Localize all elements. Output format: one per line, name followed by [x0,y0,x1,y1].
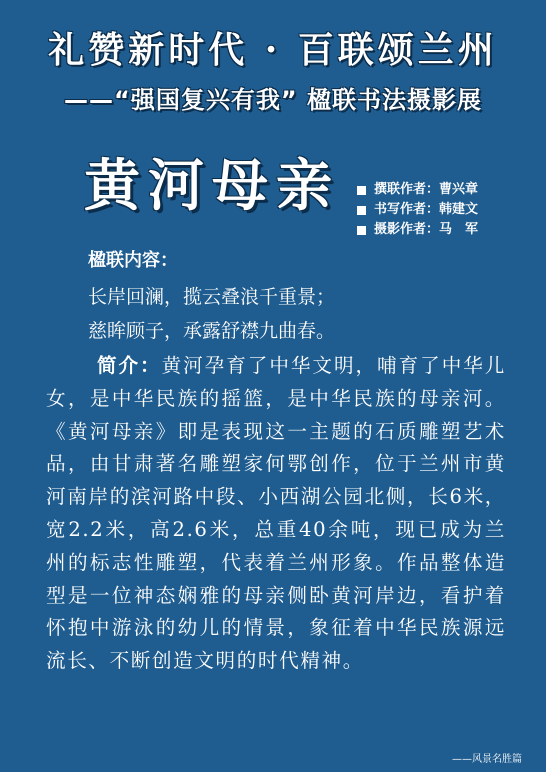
credit-value: 韩建文 [439,202,479,217]
credit-value: 马 军 [439,222,479,237]
credit-row-couplet-author [357,180,543,200]
credit-row-calligrapher [357,200,543,220]
category-footer: ——风景名胜篇 [452,754,522,765]
introduction-text: 黄河孕育了中华文明，哺育了中华儿女，是中华民族的摇篮，是中华民族的母亲河。《黄河母亲》即是表现这一主题的石质雕塑艺术品，由甘肃著名雕塑家何鄂创作，位于兰州市黄河南岸的滨河路中段、小西湖公园北侧，长6米，宽2.2米，高2.6米，总重40余吨，现已成为兰州的标志性雕塑，代表着兰州形象。作品整体造型是一位神态娴雅的母亲侧卧黄河岸边，看护着怀抱中游泳的幼儿的情景，象征着中华民族源远流长、不断创造文明的时代精神。 [46,354,506,673]
exhibition-title: 礼赞新时代 · 百联颂兰州 [48,29,498,71]
square-bullet-icon [357,206,366,215]
credits-list [357,180,543,240]
square-bullet-icon [357,186,366,195]
credit-row-photographer [357,220,543,240]
couplet-first-line: 长岸回澜，揽云叠浪千重景； [88,286,336,308]
square-bullet-icon [357,226,366,235]
work-title: 黄河母亲 [84,153,340,219]
credit-value: 曹兴章 [439,182,479,197]
credit-label: 撰联作者： [374,182,440,197]
couplet-heading: 楹联内容： [88,250,178,271]
exhibition-subtitle: ——“强国复兴有我” 楹联书法摄影展 [64,86,482,114]
credit-label: 摄影作者： [374,222,440,237]
couplet-second-line: 慈眸顾子，承露舒襟九曲春。 [88,320,336,342]
introduction-label: 简介： [96,354,162,377]
introduction-paragraph [46,350,506,678]
credit-label: 书写作者： [374,202,440,217]
